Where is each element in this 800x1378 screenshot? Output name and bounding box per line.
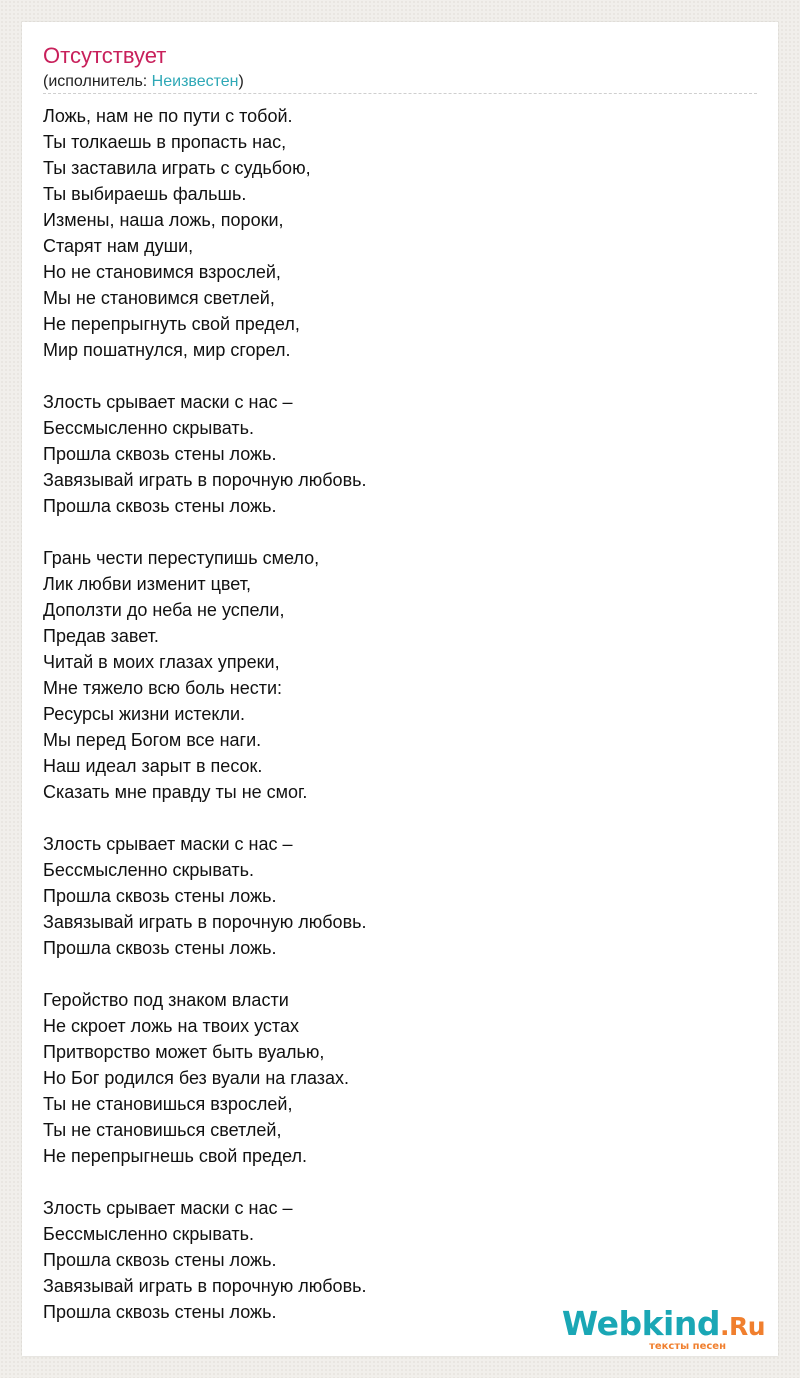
stanza [43, 987, 757, 1169]
lyrics-card [22, 22, 778, 1356]
logo-tld: .Ru [719, 1312, 765, 1341]
lyric-line: Ты заставила играть с судьбою, [43, 158, 311, 178]
stanza [43, 831, 757, 961]
lyric-line: Ложь, нам не по пути с тобой. [43, 106, 293, 126]
lyric-line: Грань чести переступишь смело, [43, 548, 320, 568]
lyric-line: Старят нам души, [43, 236, 194, 256]
stanza [43, 103, 757, 363]
song-title: Отсутствует [43, 43, 167, 68]
lyric-line: Прошла сквозь стены ложь. [43, 1250, 277, 1270]
lyric-line: Злость срывает маски с нас – [43, 1198, 293, 1218]
lyric-line: Не перепрыгнешь свой предел. [43, 1146, 308, 1166]
lyric-line: Прошла сквозь стены ложь. [43, 444, 277, 464]
lyric-line: Прошла сквозь стены ложь. [43, 496, 277, 516]
lyric-line: Измены, наша ложь, пороки, [43, 210, 284, 230]
lyric-line: Доползти до неба не успели, [43, 600, 285, 620]
lyric-line: Прошла сквозь стены ложь. [43, 886, 277, 906]
lyric-line: Злость срывает маски с нас – [43, 834, 293, 854]
lyric-line: Мир пошатнулся, мир сгорел. [43, 340, 291, 360]
lyric-line: Сказать мне правду ты не смог. [43, 782, 308, 802]
lyric-line: Бессмысленно скрывать. [43, 1224, 254, 1244]
logo-name: Webkind [561, 1304, 720, 1343]
lyric-line: Завязывай играть в порочную любовь. [43, 1276, 367, 1296]
stanza [43, 545, 757, 805]
lyric-line: Ресурсы жизни истекли. [43, 704, 246, 724]
lyrics-text [43, 103, 757, 1325]
lyric-line: Наш идеал зарыт в песок. [43, 756, 263, 776]
lyric-line: Не перепрыгнуть свой предел, [43, 314, 300, 334]
lyric-line: Прошла сквозь стены ложь. [43, 1302, 277, 1322]
lyric-line: Притворство может быть вуалью, [43, 1042, 325, 1062]
lyric-line: Ты толкаешь в пропасть нас, [43, 132, 287, 152]
lyric-line: Ты не становишься светлей, [43, 1120, 282, 1140]
site-logo[interactable] [561, 1304, 778, 1356]
logo-tagline: тексты песен [649, 1341, 726, 1352]
lyric-line: Бессмысленно скрывать. [43, 860, 254, 880]
artist-prefix: (исполнитель: [43, 73, 152, 90]
lyric-line: Завязывай играть в порочную любовь. [43, 912, 367, 932]
artist-suffix: ) [238, 73, 244, 90]
lyric-line: Но Бог родился без вуали на глазах. [43, 1068, 350, 1088]
lyric-line: Бессмысленно скрывать. [43, 418, 254, 438]
lyric-line: Завязывай играть в порочную любовь. [43, 470, 367, 490]
lyric-line: Не скроет ложь на твоих устах [43, 1016, 299, 1036]
song-meta [43, 72, 244, 92]
lyric-line: Ты не становишься взрослей, [43, 1094, 293, 1114]
lyric-line: Мы не становимся светлей, [43, 288, 275, 308]
lyric-line: Мы перед Богом все наги. [43, 730, 262, 750]
lyric-line: Лик любви изменит цвет, [43, 574, 251, 594]
lyric-line: Геройство под знаком власти [43, 990, 289, 1010]
lyric-line: Читай в моих глазах упреки, [43, 652, 280, 672]
lyric-line: Но не становимся взрослей, [43, 262, 281, 282]
title-divider [43, 93, 757, 94]
stanza [43, 389, 757, 519]
artist-link[interactable]: Неизвестен [151, 73, 239, 90]
lyric-line: Злость срывает маски с нас – [43, 392, 293, 412]
lyric-line: Ты выбираешь фальшь. [43, 184, 247, 204]
lyric-line: Прошла сквозь стены ложь. [43, 938, 277, 958]
lyric-line: Предав завет. [43, 626, 159, 646]
lyric-line: Мне тяжело всю боль нести: [43, 678, 283, 698]
